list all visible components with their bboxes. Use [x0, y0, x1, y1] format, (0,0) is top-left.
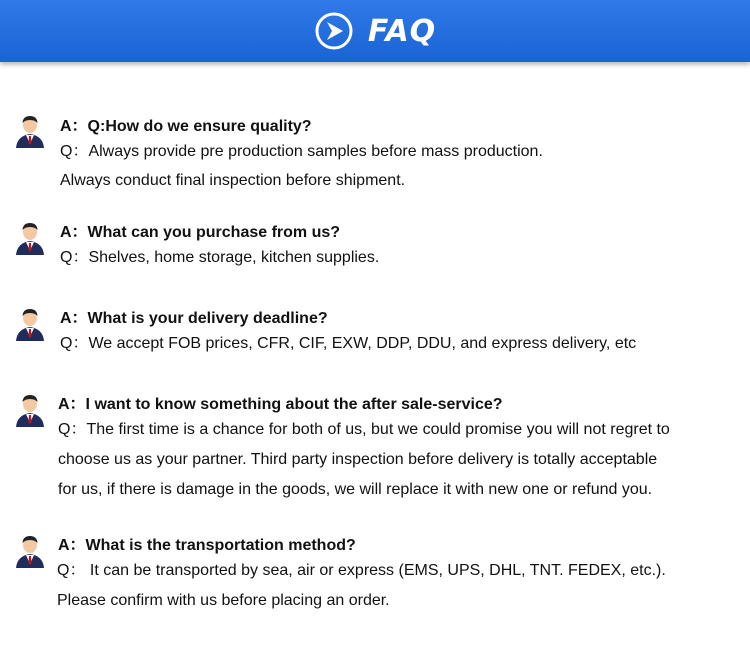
faq-answer-line: Q：The first time is a chance for both of us, but we could promise you will not regret to — [58, 421, 670, 438]
faq-question: A：Q:How do we ensure quality? — [60, 118, 312, 135]
faq-answer-line: choose us as your partner. Third party inspection before delivery is totally acceptable — [58, 451, 658, 468]
businessman-avatar-icon — [14, 221, 46, 255]
page-title: FAQ — [367, 13, 437, 49]
faq-answer-line: for us, if there is damage in the goods, we will replace it with new one or refund you. — [58, 481, 653, 498]
faq-answer-line: Q：Shelves, home storage, kitchen supplies. — [60, 249, 380, 266]
faq-answer-line: Q： It can be transported by sea, air or express (EMS, UPS, DHL, TNT. FEDEX, etc.). — [57, 562, 666, 579]
businessman-avatar-icon — [14, 393, 46, 427]
faq-answer-line: Please confirm with us before placing an order. — [57, 592, 390, 609]
faq-question: A：What is the transportation method? — [58, 537, 356, 554]
faq-question: A：What can you purchase from us? — [60, 224, 341, 241]
faq-question: A：I want to know something about the after sale-service? — [58, 396, 503, 413]
faq-answer-line: Q：Always provide pre production samples before mass production. — [60, 143, 543, 160]
faq-question: A：What is your delivery deadline? — [60, 310, 328, 327]
chevron-right-circle-icon — [314, 11, 354, 51]
faq-answer-line: Always conduct final inspection before shipment. — [60, 172, 406, 189]
businessman-avatar-icon — [14, 307, 46, 341]
faq-banner — [0, 0, 750, 62]
faq-answer-line: Q：We accept FOB prices, CFR, CIF, EXW, DDP, DDU, and express delivery, etc — [60, 335, 637, 352]
businessman-avatar-icon — [14, 534, 46, 568]
businessman-avatar-icon — [14, 114, 46, 148]
